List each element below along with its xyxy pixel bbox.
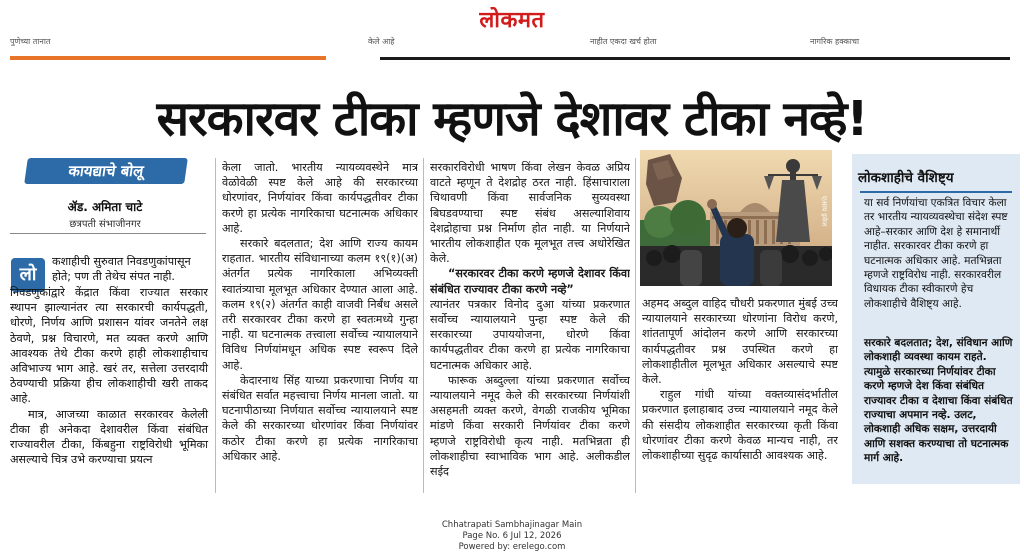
column-3-paragraph-2: त्यानंतर पत्रकार विनोद दुआ यांच्या प्रकरणात सर्वोच्च न्यायालयाने पुन्हा स्पष्ट केले की सरकारच्या उपाययोजना, धोरणे किंवा कार्यपद्धतीवर टीका करणे हा प्रत्येक नागरिकाचा घटनात्मक अधिकार आहे. [430, 297, 630, 372]
sidebar-paragraph-2: सरकारे बदलतात; देश, संविधान आणि लोकशाही व्यवस्था कायम राहते. त्यामुळे सरकारच्या निर्णयांवर टीका करणे म्हणजे देश किंवा संबंधित राज्यावर टीका व देशाचा किंवा संबंधित राज्याचा अपमान नव्हे. उलट, लोकशाही अधिक सक्षम, उत्तरदायी आणि सशक्त करण्याचा तो घटनात्मक मार्ग आहे. [864, 337, 1013, 465]
byline-rule [10, 233, 206, 234]
column-3-paragraph-3: फारूक अब्दुल्ला यांच्या प्रकरणात सर्वोच्च न्यायालयाने नमूद केले की सरकारच्या निर्णयांशी असहमती व्यक्त करणे, वेगळी राजकीय भूमिका मांडणे किंवा सरकारी निर्णयांवर टीका करणे म्हणजे राष्ट्रविरोधी कृत्य नाही. मतभिन्नता ही लोकशाहीचा स्वाभाविक भाग आहे. अलीकडील सईद [430, 373, 630, 479]
column-2-text [222, 160, 418, 495]
column-2-paragraph-2: सरकारे बदलतात; देश आणि राज्य कायम राहतात. भारतीय संविधानाच्या कलम १९(१)(अ) अंतर्गत प्रत्येक नागरिकाला अभिव्यक्ती स्वातंत्र्याचा मूलभूत अधिकार देण्यात आला आहे. कलम १९(२) अंतर्गत काही वाजवी निर्बंध असले तरी सरकारवर टीका करणे हा स्वतःमध्ये गुन्हा नाही. या घटनात्मक तत्त्वाला सर्वोच्च न्यायालयाने विविध निर्णयांमधून अधिक स्पष्ट स्वरूप दिले आहे. [222, 237, 418, 372]
column-1-text [10, 285, 208, 467]
author-place: छत्रपती संभाजीनगर [69, 219, 141, 230]
lead-text: कशाहीची सुरुवात निवडणुकांपासून होते; पण ती तेथेच संपत नाही. [52, 255, 191, 284]
protest-scales-image [640, 150, 832, 286]
drop-cap: लो [11, 258, 45, 292]
column-3-text [430, 160, 630, 495]
column-1-paragraph: निवडणुकांद्वारे केंद्रात किंवा राज्यात सरकार स्थापन झाल्यानंतर त्या सरकारची कार्यपद्धती, धोरणे, निर्णय आणि प्रशासन यांवर जनतेने लक्ष ठेवणे, प्रश्न विचारणे, मत व्यक्त करणे आणि आवश्यक तेथे टीका करणे हाही लोकशाहीचाच अविभाज्य भाग आहे. खरं तर, सत्तेला उत्तरदायी ठेवण्याची प्रक्रिया हीच लोकशाहीची खरी ताकद आहे. [10, 286, 208, 406]
column-1-paragraph-2: मात्र, आजच्या काळात सरकारवर केलेली टीका ही अनेकदा देशावरील किंवा संबंधित राज्यावरील टीका, किंबहुना राष्ट्रविरोधी भूमिका असल्याचे चित्र उभे करण्याचा प्रयत्न [10, 407, 208, 467]
article-illustration [640, 150, 832, 286]
cut-text-4: नागरिक हक्काचा [810, 37, 860, 46]
powered-by: Powered by: erelego.com [458, 542, 566, 552]
edition-name: Chhatrapati Sambhajinagar Main [441, 520, 583, 530]
black-divider [380, 57, 1010, 60]
sidebar-paragraph-1: या सर्व निर्णयांचा एकत्रित विचार केला तर भारतीय न्यायव्यवस्थेचा संदेश स्पष्ट आहे–सरकार आणि देश हे समानार्थी नाहीत. सरकारवर टीका करणे हा घटनात्मक अधिकार आहे. मतभिन्नता म्हणजे राष्ट्रविरोध नाही. सरकारवरील विधायक टीका स्वीकारणे हेच लोकशाहीचे वैशिष्ट्य आहे. [864, 197, 1008, 310]
orange-divider [10, 56, 326, 60]
column-4-text [642, 296, 838, 496]
column-rule [423, 158, 424, 493]
lokmat-logo: लोकमत [479, 7, 545, 33]
column-2-paragraph-1: केला जातो. भारतीय न्यायव्यवस्थेने मात्र वेळोवेळी स्पष्ट केले आहे की सरकारच्या धोरणांवर, निर्णयांवर किंवा कार्यपद्धतीवर टीका करणे हा प्रत्येक नागरिकाचा घटनात्मक अधिकार आहे. [222, 161, 418, 235]
column-4-paragraph-2: राहुल गांधी यांच्या वक्तव्यासंदर्भातील प्रकरणात इलाहाबाद उच्च न्यायालयाने नमूद केले की संसदीय लोकशाहीत सरकारच्या कृती किंवा धोरणांवर टीका करणे केवळ मान्यच नाही, तर लोकशाहीच्या सुदृढ कार्यासाठी आवश्यक आहे. [642, 388, 838, 463]
pull-quote: “सरकारवर टीका करणे म्हणजे देशावर किंवा संबंधित राज्यावर टीका करणे नव्हे” [430, 267, 630, 296]
column-3-paragraph-1: सरकारविरोधी भाषण किंवा लेखन केवळ अप्रिय वाटते म्हणून ते देशद्रोह ठरत नाही. हिंसाचाराला चिथावणी किंवा सार्वजनिक सुव्यवस्था बिघडवण्याचा स्पष्ट संबंध असल्याशिवाय देशद्रोहाचा प्रश्न निर्माण होत नाही. या निर्णयाने भारतीय लोकशाहीत एक मूलभूत तत्त्व अधोरेखित केले. [430, 161, 630, 266]
masthead [0, 0, 1024, 52]
column-rule [215, 158, 216, 493]
cut-text-2: केले आहे [368, 37, 395, 46]
page-info: Page No. 6 Jul 12, 2026 [462, 531, 562, 541]
cut-text-3: नाहीत एकदा खर्च होता [590, 37, 657, 46]
sidebar-title: लोकशाहीचे वैशिष्ट्य [858, 170, 954, 186]
column-2-paragraph-3: केदारनाथ सिंह याच्या प्रकरणाचा निर्णय या संबंधित सर्वात महत्त्वाचा निर्णय मानला जातो. या घटनापीठाच्या निर्णयात सर्वोच्च न्यायालयाने स्पष्ट केले की सरकारच्या धोरणांवर किंवा निर्णयांवर कठोर टीका करणे हा प्रत्येक नागरिकाचा अधिकार आहे. [222, 373, 418, 463]
cut-text-1: पुणेच्या तानात [10, 37, 51, 46]
photo-credit: एआय इमेज [820, 196, 828, 227]
author-name: ॲड. अमिता चाटे [67, 200, 143, 214]
sidebar-title-rule [860, 191, 1012, 193]
column-rule [635, 158, 636, 493]
article-headline: सरकारवर टीका म्हणजे देशावर टीका नव्हे! [156, 91, 868, 147]
column-badge: कायद्याचे बोलू [24, 158, 188, 184]
column-4-paragraph-1: अहमद अब्दुल वाहिद चौधरी प्रकरणात मुंबई उच्च न्यायालयाने सरकारच्या धोरणांना विरोध करणे, शांततापूर्ण आंदोलन करणे आणि सरकारच्या कार्यपद्धतीवर प्रश्न उपस्थित करणे हा लोकशाहीतील मूलभूत अधिकार असल्याचे स्पष्ट केले. [642, 297, 838, 387]
page-footer [0, 520, 1024, 553]
